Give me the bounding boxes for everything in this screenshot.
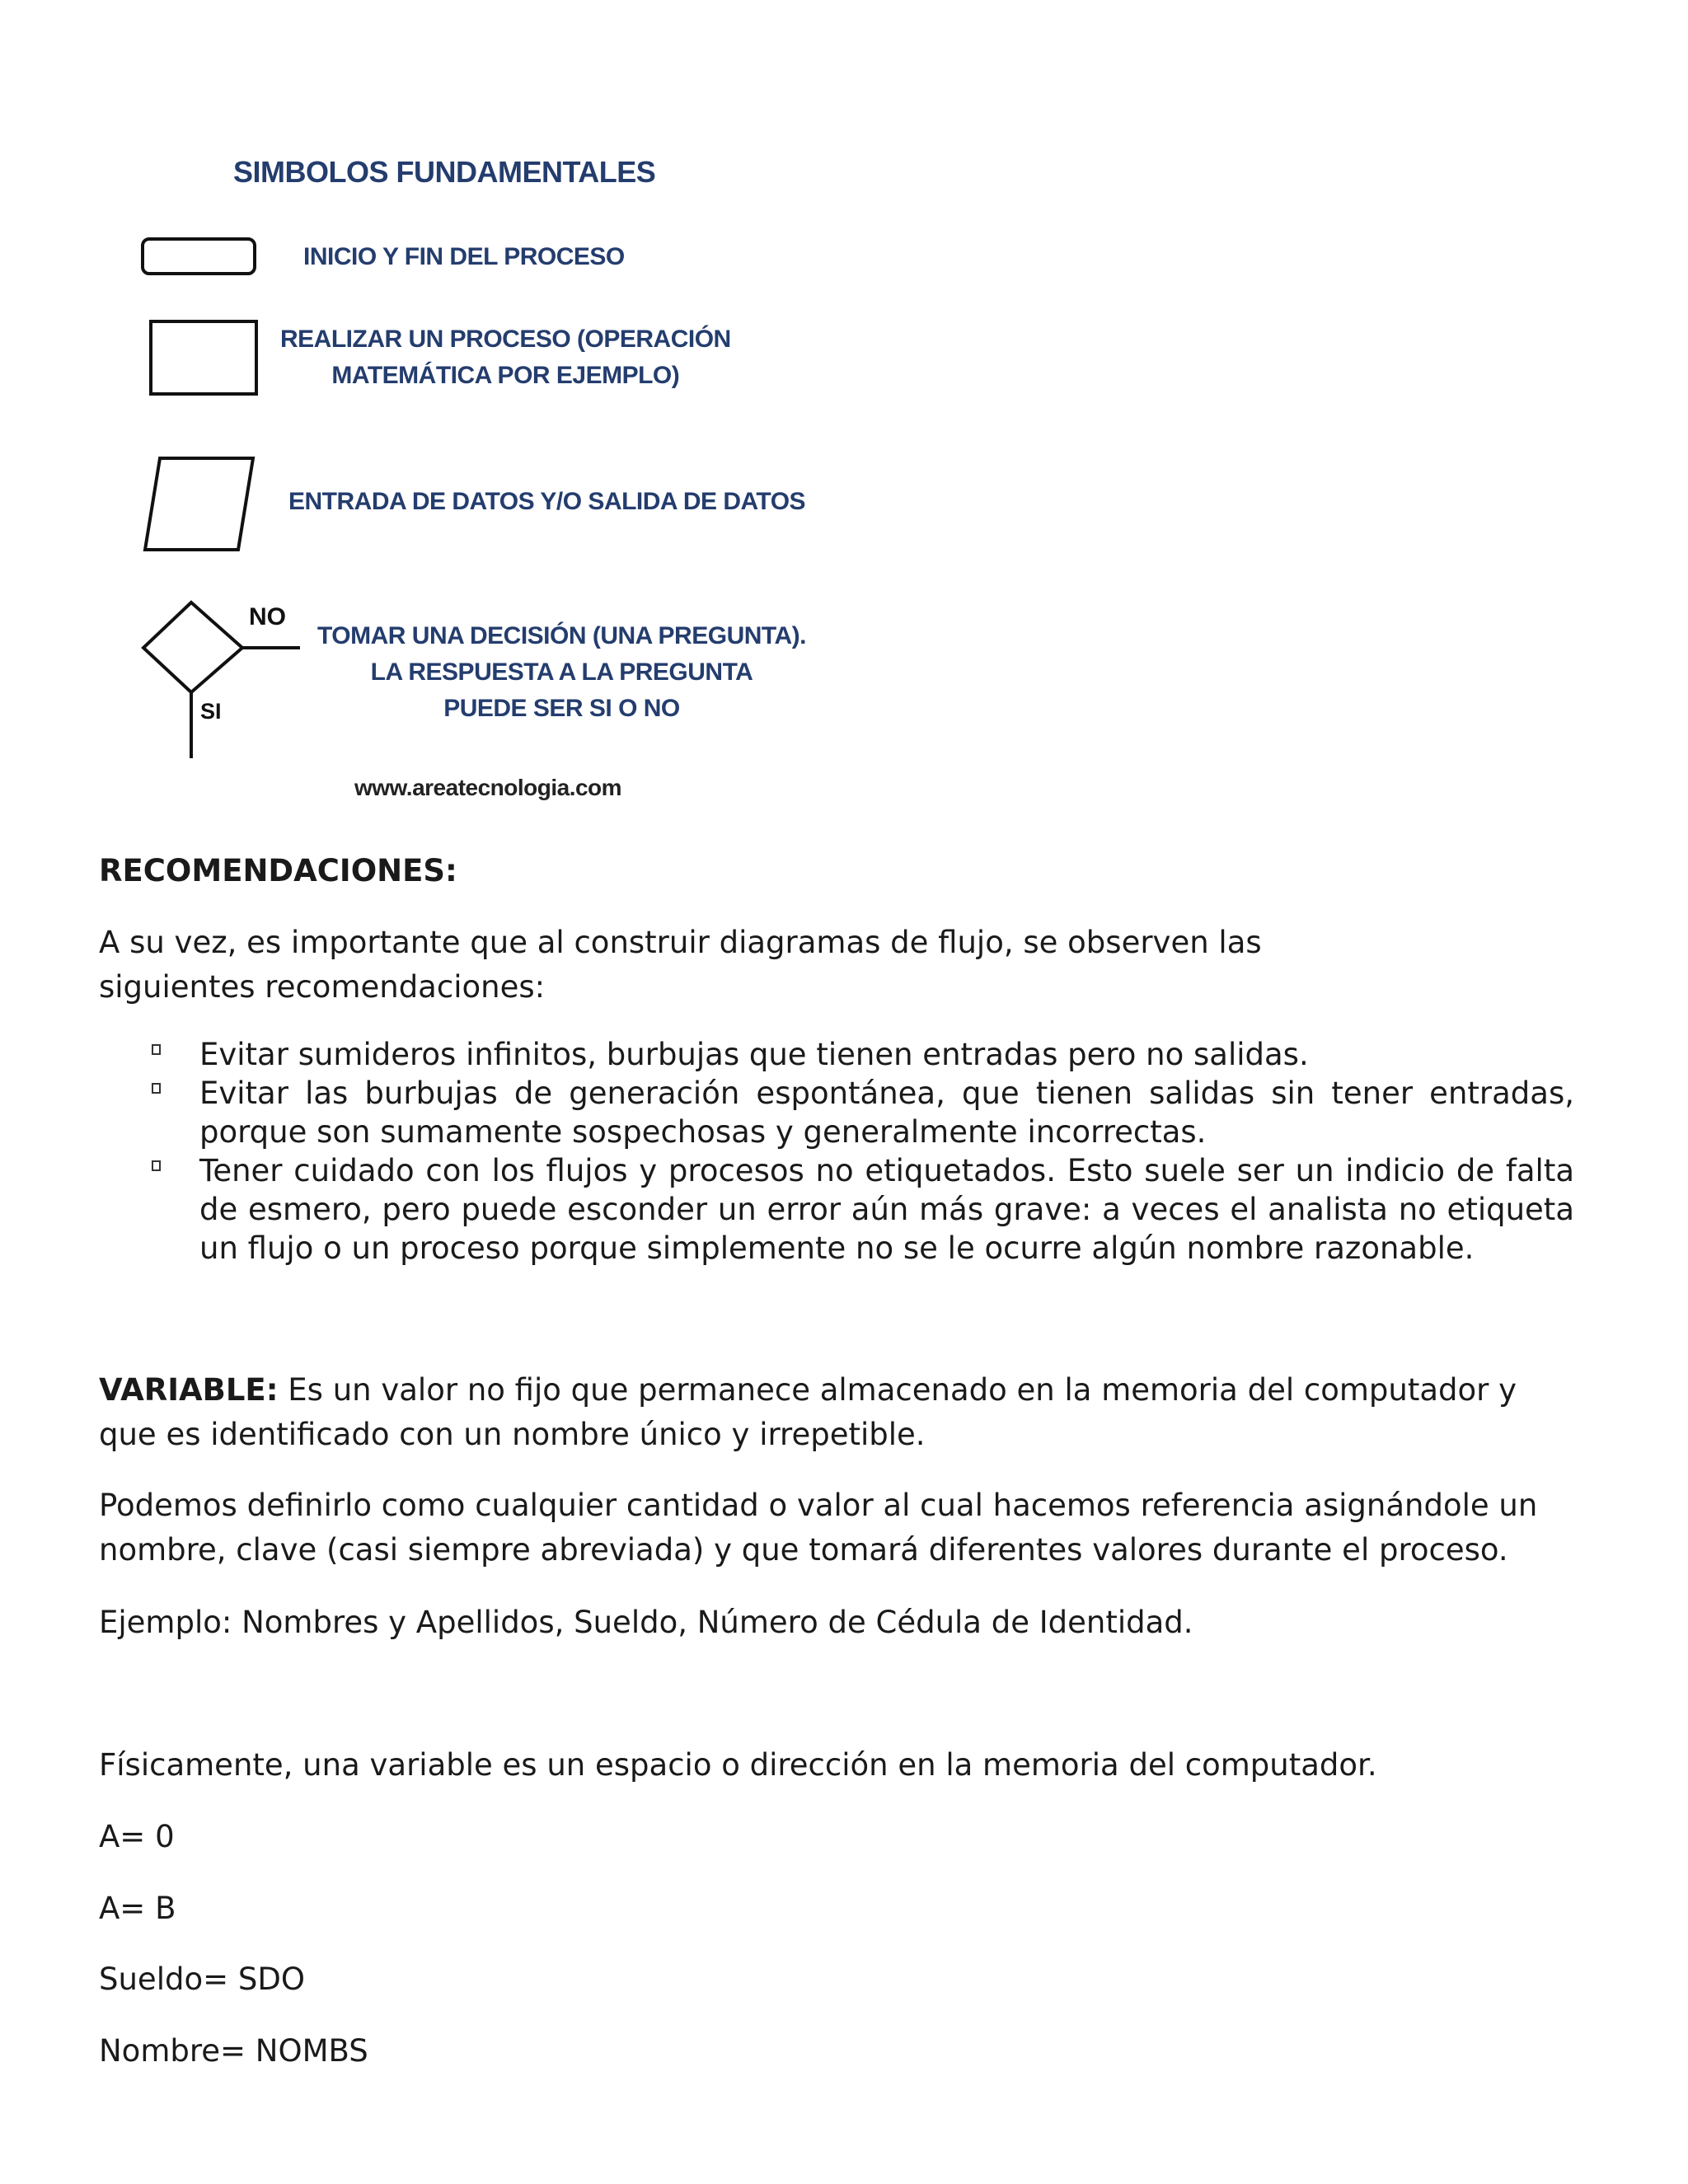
decision-description-line-3: PUEDE SER SI O NO (443, 695, 680, 722)
square-bullet-icon (152, 1160, 161, 1171)
recomendaciones-intro: A su vez, es importante que al construir diagramas de flujo, se observen las siguientes recomendaciones: (99, 925, 1262, 1005)
list-item-text: Tener cuidado con los flujos y procesos no etiquetados. Esto suele ser un indicio de falta de esmero, pero puede esconder un error aún más grave: a veces el analista no etiqueta un flujo o un proceso porque simplemente no se le ocurre algún nombre razonable. (199, 1153, 1574, 1266)
list-item-text: Evitar las burbujas de generación espontánea, que tienen salidas sin tener entradas, porque son sumamente sospechosas y generalmente incorrectas. (199, 1076, 1574, 1150)
flowchart-symbols-figure (0, 0, 806, 824)
list-item-text: Evitar sumideros infinitos, burbujas que tienen entradas pero no salidas. (199, 1037, 1309, 1072)
variable-term: VARIABLE: (99, 1372, 279, 1408)
list-item (99, 1151, 1574, 1268)
process-description (280, 321, 731, 394)
square-bullet-icon (152, 1044, 161, 1055)
decision-description (317, 618, 806, 727)
assignment-line: A= B (99, 1891, 176, 1926)
figure-title: SIMBOLOS FUNDAMENTALES (233, 155, 656, 189)
variable-paragraph-2: Podemos definirlo como cualquier cantidad o valor al cual hacemos referencia asignándole un nombre, clave (casi siempre abreviada) y que tomará diferentes valores durante el proceso. (99, 1488, 1538, 1568)
assignment-line: Sueldo= SDO (99, 1961, 305, 1997)
figure-source-url: www.areatecnologia.com (354, 775, 622, 800)
variable-example: Ejemplo: Nombres y Apellidos, Sueldo, Número de Cédula de Identidad. (99, 1605, 1193, 1640)
assignment-line: A= 0 (99, 1819, 175, 1854)
variable-definition-text: Es un valor no fijo que permanece almacenado en la memoria del computador y que es identificado con un nombre único y irrepetible. (99, 1372, 1517, 1452)
terminator-symbol (143, 239, 255, 274)
process-symbol (151, 321, 256, 394)
square-bullet-icon (152, 1083, 161, 1094)
variable-physical: Físicamente, una variable es un espacio o dirección en la memoria del computador. (99, 1747, 1377, 1783)
decision-diamond-symbol (143, 602, 242, 692)
decision-description-line-2: LA RESPUESTA A LA PREGUNTA (370, 658, 753, 686)
decision-si-label: SI (200, 699, 222, 724)
process-description-line-1: REALIZAR UN PROCESO (OPERACIÓN (280, 326, 731, 353)
list-item (99, 1074, 1574, 1151)
decision-description-line-1: TOMAR UNA DECISIÓN (UNA PREGUNTA). (317, 622, 806, 649)
decision-no-label: NO (249, 603, 286, 630)
io-description (288, 484, 805, 520)
io-parallelogram-symbol (145, 458, 253, 550)
list-item (99, 1035, 1574, 1074)
recomendaciones-heading: RECOMENDACIONES: (99, 853, 457, 888)
terminator-description (303, 239, 625, 275)
assignment-line: Nombre= NOMBS (99, 2033, 368, 2069)
recomendaciones-list (99, 1035, 1574, 1268)
process-description-line-2: MATEMÁTICA POR EJEMPLO) (331, 362, 680, 389)
terminator-description-line: INICIO Y FIN DEL PROCESO (303, 243, 625, 270)
variable-definition (99, 1368, 1574, 1457)
io-description-line: ENTRADA DE DATOS Y/O SALIDA DE DATOS (288, 488, 806, 515)
